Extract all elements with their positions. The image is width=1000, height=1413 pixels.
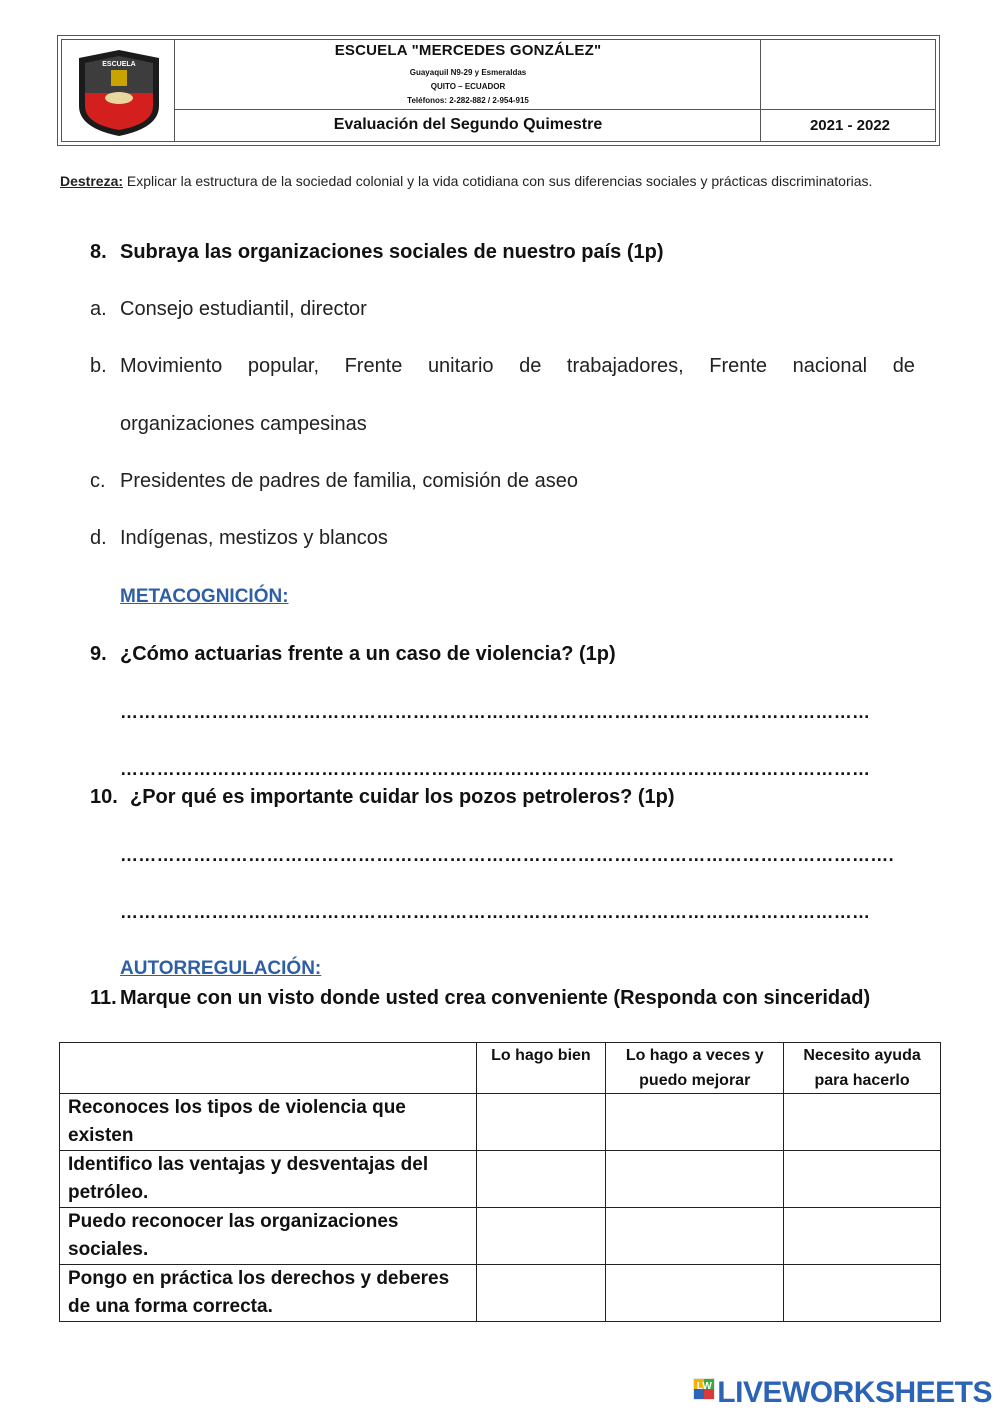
question-number: 8. xyxy=(90,241,107,263)
evaluation-title: Evaluación del Segundo Quimestre xyxy=(333,116,603,133)
option-text: Movimiento popular, Frente unitario de trabajadores, Frente nacional de xyxy=(120,355,915,377)
question-text: Marque con un visto donde usted crea conveniente (Responda con sinceridad) xyxy=(120,987,871,1009)
row-label: Pongo en práctica los derechos y deberes de una forma correcta. xyxy=(60,1265,477,1322)
liveworksheets-logo xyxy=(693,1376,992,1410)
check-cell[interactable] xyxy=(784,1151,941,1208)
answer-line[interactable]: …………………………………………………………………………………………………………… xyxy=(120,759,871,779)
destreza-label: Destreza: xyxy=(60,173,124,189)
option-text: Presidentes de padres de familia, comisión de aseo xyxy=(120,470,579,492)
question-text: ¿Por qué es importante cuidar los pozos petroleros? (1p) xyxy=(130,786,675,808)
self-assessment-table xyxy=(59,1042,941,1322)
option-letter: c. xyxy=(90,470,106,492)
liveworksheets-wordmark: LIVEWORKSHEETS xyxy=(717,1376,992,1409)
answer-line[interactable]: ………………………………………………………………………………………………………………. xyxy=(120,845,894,865)
school-logo xyxy=(73,48,165,138)
row-label: Reconoces los tipos de violencia que existen xyxy=(60,1094,477,1151)
table-row xyxy=(60,1094,941,1151)
check-cell[interactable] xyxy=(476,1265,606,1322)
answer-line[interactable]: …………………………………………………………………………………………………………… xyxy=(120,702,871,722)
question-text: ¿Cómo actuarias frente a un caso de violencia? (1p) xyxy=(120,643,616,665)
school-year: 2021 - 2022 xyxy=(809,117,891,134)
question-number: 11. xyxy=(90,987,117,1009)
table-header: Lo hago bien xyxy=(476,1043,606,1094)
school-address: Guayaquil N9-29 y Esmeraldas xyxy=(409,68,527,77)
check-cell[interactable] xyxy=(476,1208,606,1265)
question-number: 9. xyxy=(90,643,107,665)
school-phones: Teléfonos: 2-282-882 / 2-954-915 xyxy=(407,96,529,105)
check-cell[interactable] xyxy=(606,1208,784,1265)
option-letter: a. xyxy=(90,298,107,320)
header-divider xyxy=(174,109,936,110)
check-cell[interactable] xyxy=(784,1094,941,1151)
check-cell[interactable] xyxy=(606,1094,784,1151)
destreza-text: Explicar la estructura de la sociedad colonial y la vida cotidiana con sus diferencias sociales y prácticas discriminatorias. xyxy=(123,173,873,189)
option-text: Consejo estudiantil, director xyxy=(120,298,367,320)
check-cell[interactable] xyxy=(476,1151,606,1208)
check-cell[interactable] xyxy=(476,1094,606,1151)
row-label: Identifico las ventajas y desventajas del petróleo. xyxy=(60,1151,477,1208)
question-number: 10. xyxy=(90,786,118,808)
table-header-row xyxy=(60,1043,941,1094)
autorregulacion-heading: AUTORREGULACIÓN: xyxy=(120,958,322,979)
table-header: Lo hago a veces y puedo mejorar xyxy=(606,1043,784,1094)
table-header: Necesito ayuda para hacerlo xyxy=(784,1043,941,1094)
question-text: Subraya las organizaciones sociales de nuestro país (1p) xyxy=(120,241,664,263)
destreza-paragraph xyxy=(60,171,915,191)
option-text: Indígenas, mestizos y blancos xyxy=(120,527,388,549)
header-divider xyxy=(760,39,761,142)
check-cell[interactable] xyxy=(606,1151,784,1208)
check-cell[interactable] xyxy=(606,1265,784,1322)
check-cell[interactable] xyxy=(784,1208,941,1265)
metacognicion-heading: METACOGNICIÓN: xyxy=(120,586,289,607)
table-header xyxy=(60,1043,477,1094)
header-divider xyxy=(174,39,175,142)
check-cell[interactable] xyxy=(784,1265,941,1322)
table-row xyxy=(60,1151,941,1208)
option-letter: b. xyxy=(90,355,107,377)
option-letter: d. xyxy=(90,527,107,549)
option-b-continuation: organizaciones campesinas xyxy=(120,413,367,435)
table-row xyxy=(60,1208,941,1265)
svg-text:ESCUELA: ESCUELA xyxy=(102,61,136,68)
table-row xyxy=(60,1265,941,1322)
row-label: Puedo reconocer las organizaciones sociales. xyxy=(60,1208,477,1265)
school-name: ESCUELA "MERCEDES GONZÁLEZ" xyxy=(334,42,602,59)
answer-line[interactable]: …………………………………………………………………………………………………………… xyxy=(120,902,871,922)
liveworksheets-badge: LW xyxy=(693,1378,715,1400)
school-city: QUITO – ECUADOR xyxy=(430,82,506,91)
